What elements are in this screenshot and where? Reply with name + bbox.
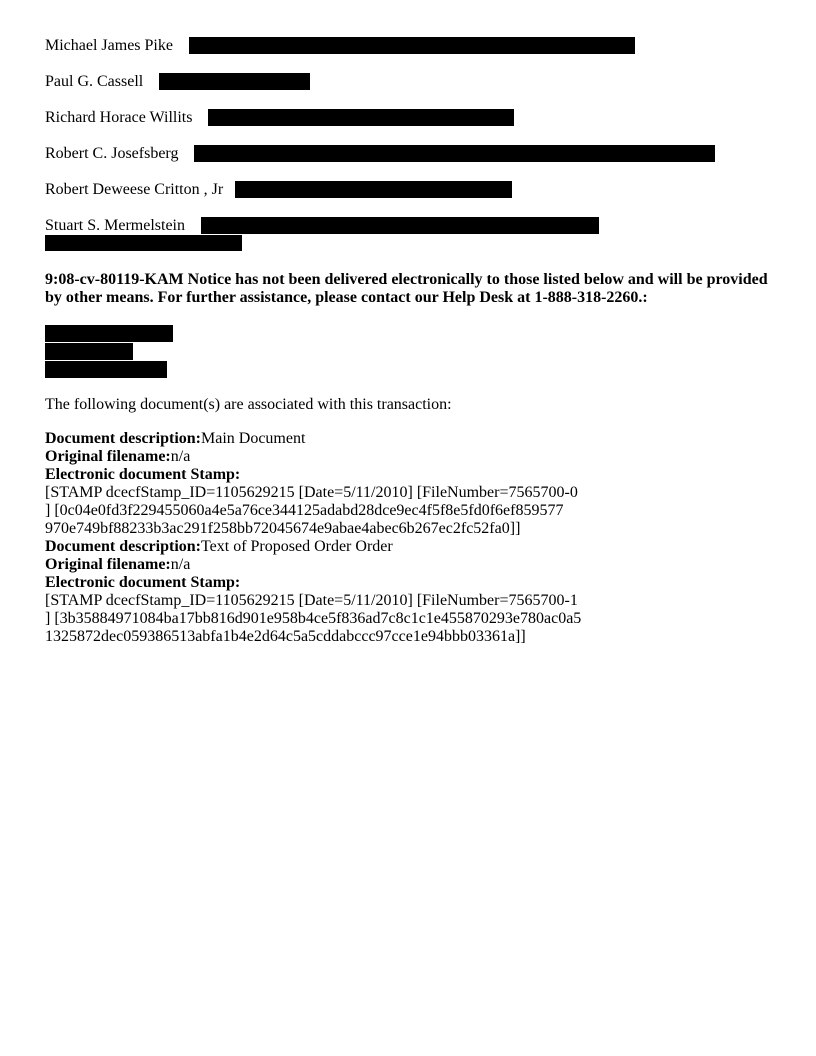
stamp-line: 1325872dec059386513abfa1b4e2d64c5a5cddabccc97cce1e94bbb03361a]] <box>45 628 526 645</box>
document-list <box>45 430 785 646</box>
recipient-name: Richard Horace Willits <box>45 109 193 126</box>
redaction-bar <box>201 217 599 234</box>
document-description: Text of Proposed Order Order <box>200 538 393 555</box>
recipient-name: Robert Deweese Critton , Jr <box>45 181 224 198</box>
document-description-label: Document description: <box>45 538 201 555</box>
stamp-line: ] [3b35884971084ba17bb816d901e958b4ce5f836ad7c8c1c1e455870293e780ac0a5 <box>45 610 582 627</box>
documents-intro: The following document(s) are associated with this transaction: <box>45 396 452 413</box>
document-entry <box>45 538 785 646</box>
document-description-line <box>45 430 785 448</box>
stamp-label: Electronic document Stamp: <box>45 466 241 483</box>
recipient-name: Stuart S. Mermelstein <box>45 217 185 234</box>
stamp-line: ] [0c04e0fd3f229455060a4e5a76ce344125adabd28dce9ec4f5f8e5fd0f6ef859577 <box>45 502 564 519</box>
redaction-bar <box>194 145 715 162</box>
redaction-bar <box>45 361 167 378</box>
redaction-bar <box>45 343 133 360</box>
stamp-label: Electronic document Stamp: <box>45 574 241 591</box>
redaction-bar <box>45 325 173 342</box>
recipient-name: Paul G. Cassell <box>45 73 144 90</box>
original-filename-label: Original filename: <box>45 556 171 573</box>
original-filename-label: Original filename: <box>45 448 171 465</box>
stamp-line: 970e749bf88233b3ac291f258bb72045674e9abae4abec6b267ec2fc52fa0]] <box>45 520 521 537</box>
stamp-line: [STAMP dcecfStamp_ID=1105629215 [Date=5/11/2010] [FileNumber=7565700-1 <box>45 592 578 609</box>
document-description: Main Document <box>200 430 306 447</box>
original-filename: n/a <box>170 448 191 465</box>
redaction-bar <box>45 235 242 251</box>
redaction-bar <box>208 109 514 126</box>
document-description-line <box>45 538 785 556</box>
document-description-label: Document description: <box>45 430 201 447</box>
recipient-name: Michael James Pike <box>45 37 173 54</box>
recipient-name: Robert C. Josefsberg <box>45 145 179 162</box>
original-filename: n/a <box>170 556 191 573</box>
original-filename-line <box>45 448 785 466</box>
redaction-bar <box>189 37 635 54</box>
redaction-bar <box>235 181 512 198</box>
stamp-line: [STAMP dcecfStamp_ID=1105629215 [Date=5/11/2010] [FileNumber=7565700-0 <box>45 484 578 501</box>
redaction-bar <box>159 73 310 90</box>
original-filename-line <box>45 556 785 574</box>
delivery-notice: 9:08-cv-80119-KAM Notice has not been delivered electronically to those listed below and will be provided by other means. For further assistance, please contact our Help Desk at 1-888-318-2260.: <box>45 271 768 306</box>
document-entry <box>45 430 785 538</box>
